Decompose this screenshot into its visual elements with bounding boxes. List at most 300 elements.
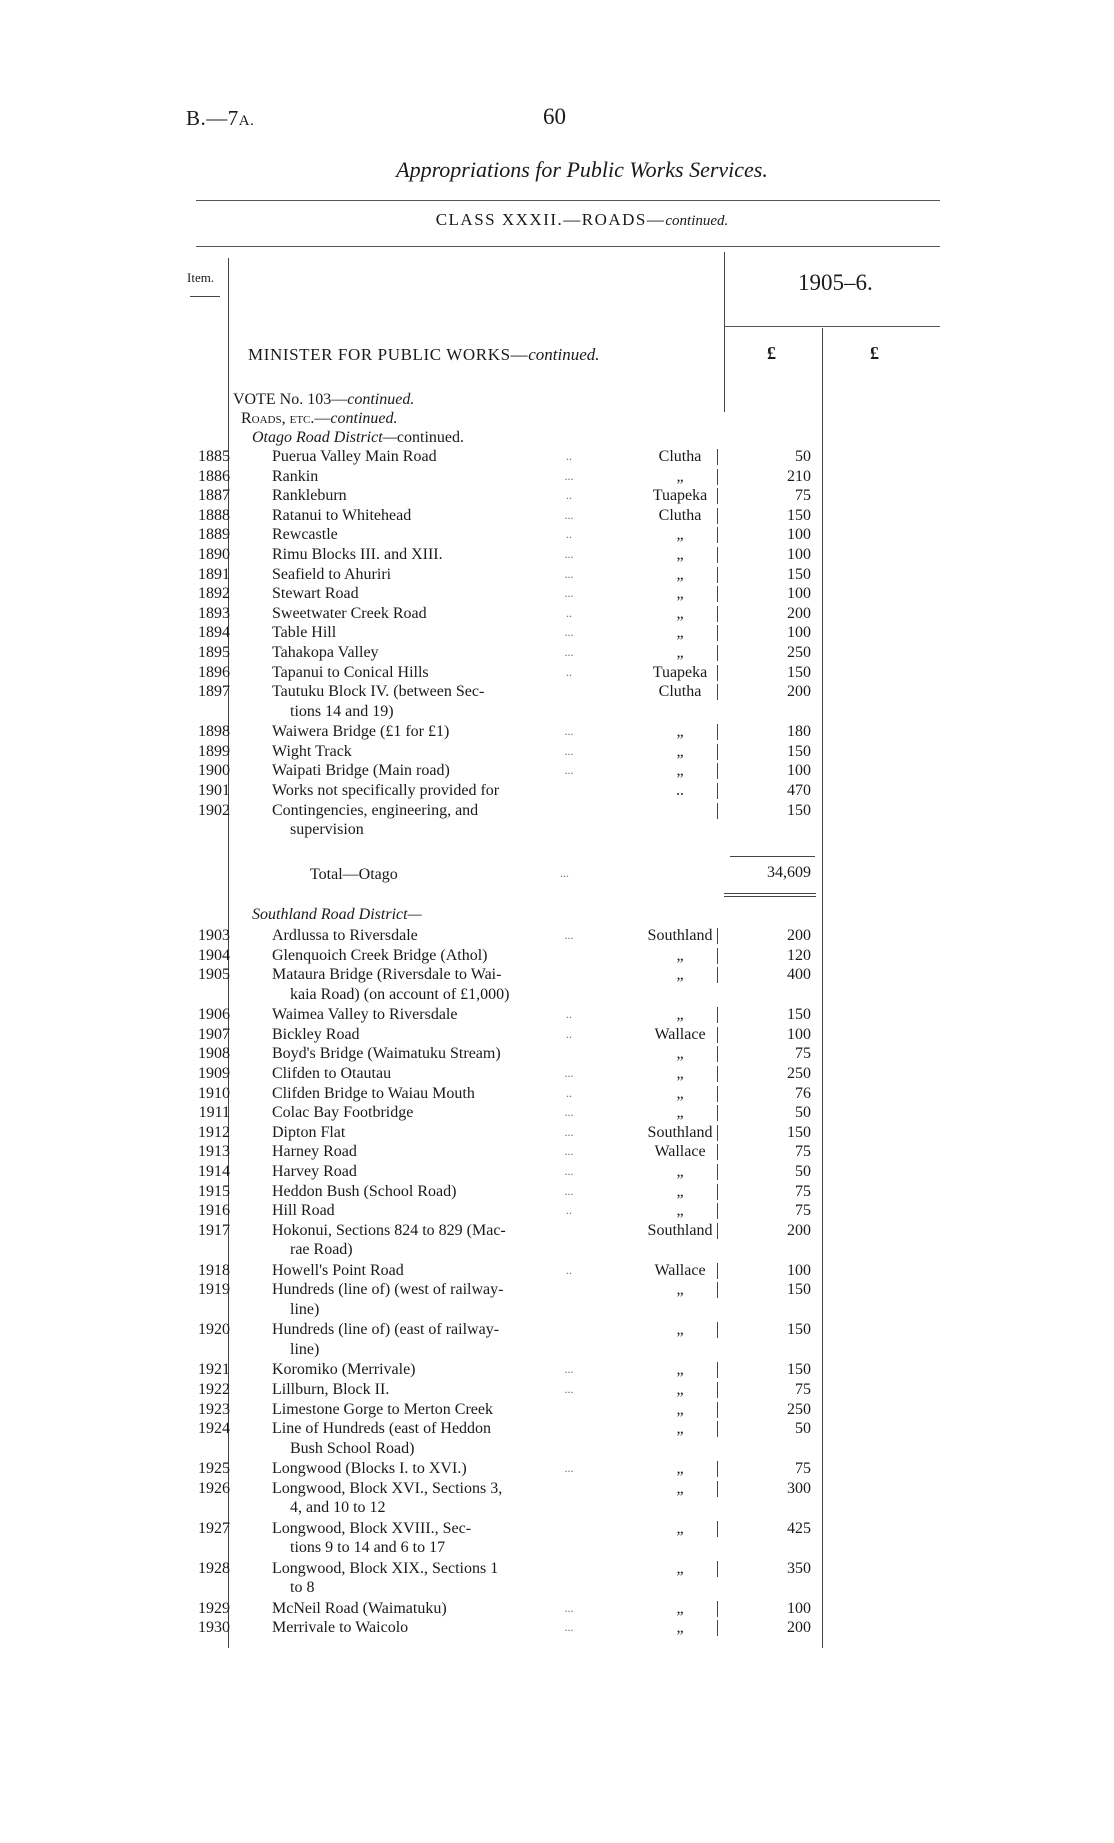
otago-total-label: Total—Otago [310,866,398,883]
item-description [272,722,580,742]
appropriation-amount: 75 [795,1202,811,1220]
appropriation-amount: 120 [787,946,811,964]
table-row [0,1025,1114,1045]
appropriation-amount: 100 [787,1261,811,1279]
electoral-district: „ [676,1182,684,1200]
item-description-text: Dipton Flat [272,1123,346,1141]
table-row [0,1044,1114,1064]
item-description-text: Hill Road [272,1202,335,1220]
southland-heading-main: Southland Road District— [252,906,422,923]
table-row [0,926,1114,946]
table-row [0,742,1114,762]
electoral-district: Southland [647,927,713,944]
item-description-text: Koromiko (Merrivale) [272,1361,416,1379]
item-description [272,584,580,604]
financial-year-header: 1905–6. [798,270,873,295]
electoral-district: Wallace [654,1261,706,1279]
item-description-text: Rewcastle [272,526,338,544]
appropriation-amount: 210 [787,467,811,485]
district-column-tick [717,1421,718,1437]
table-row [0,467,1114,487]
reference-suffix: A. [238,113,255,129]
table-row [0,663,1114,683]
electoral-district: „ [676,1420,684,1438]
item-number: 1927 [198,1519,230,1537]
appropriation-amount: 75 [795,1143,811,1161]
table-row [0,801,1114,839]
item-description-text: Seafield to Ahuriri [272,565,392,583]
item-number: 1896 [198,663,230,681]
electoral-district: „ [676,1619,684,1637]
item-description-text: Table Hill [272,624,337,642]
electoral-district: Wallace [654,1143,706,1161]
district-column-tick [717,606,718,622]
item-description-text: Tapanui to Conical Hills [272,663,429,681]
table-row [0,1320,1114,1358]
item-number: 1910 [198,1084,230,1102]
electoral-district: „ [676,1381,684,1398]
item-description [272,604,580,624]
table-row [0,1479,1114,1517]
item-number: 1913 [198,1143,230,1161]
leader-dots: ... [564,1144,574,1159]
item-description-text: Colac Bay Footbridge [272,1104,414,1122]
district-column-tick [717,1144,718,1160]
table-row [0,965,1114,1003]
table-row [0,565,1114,585]
appropriation-amount: 50 [795,1104,811,1122]
item-description [272,467,580,487]
electoral-district: Clutha [658,448,702,465]
appropriation-amount: 50 [795,1163,811,1180]
pound-column-1-header: £ [767,343,776,363]
item-description [272,761,580,781]
leader-dots: .. [566,605,572,620]
item-description [272,1519,580,1558]
otago-heading-main: Otago Road District— [252,429,397,446]
appropriation-amount: 250 [787,644,811,661]
roads-heading-continued: continued. [330,410,398,427]
electoral-district: „ [676,1479,684,1497]
district-column-tick [717,1620,718,1636]
appropriation-amount: 150 [787,663,811,681]
item-number: 1920 [198,1321,230,1339]
leader-dots: ... [564,1105,574,1120]
minister-heading-continued: continued. [528,345,600,364]
item-description [272,1201,580,1221]
minister-heading [248,345,600,365]
item-number: 1906 [198,1006,230,1024]
table-row [0,1084,1114,1104]
table-row [0,1618,1114,1638]
electoral-district: Clutha [658,506,702,524]
appropriation-amount: 300 [787,1479,811,1497]
district-column-tick [717,948,718,964]
item-description [272,663,580,683]
table-row [0,447,1114,467]
leader-dots: .. [566,1026,572,1041]
item-description-text: Longwood, Block XVIII., Sec- [272,1519,472,1537]
table-row [0,1064,1114,1084]
item-description [272,1280,580,1319]
item-description [272,486,580,506]
item-description [272,1162,580,1182]
appropriation-amount: 150 [787,1006,811,1024]
leader-dots: ... [564,1620,574,1635]
district-column-tick [717,547,718,563]
district-column-tick [717,1601,718,1617]
item-description-text: Longwood, Block XIX., Sections 1 [272,1559,499,1577]
item-description-continuation: to 8 [290,1579,315,1597]
item-description [272,1182,580,1202]
appropriation-amount: 200 [787,683,811,701]
item-description-text: Harvey Road [272,1163,357,1180]
item-description-text: Boyd's Bridge (Waimatuku Stream) [272,1045,501,1063]
district-column-divider [724,252,725,412]
electoral-district: „ [676,565,684,583]
appropriation-amount: 50 [795,448,811,465]
leader-dots: .. [566,1262,572,1277]
electoral-district: „ [676,585,684,603]
electoral-district: „ [676,1599,684,1617]
appropriation-amount: 100 [787,1599,811,1617]
district-column-tick [717,783,718,799]
item-number: 1904 [198,946,230,964]
appropriation-amount: 250 [787,1400,811,1418]
appropriation-amount: 150 [787,1321,811,1339]
table-row [0,643,1114,663]
item-number: 1928 [198,1559,230,1577]
item-description [272,1360,580,1380]
electoral-district: „ [676,1321,684,1339]
item-header-underline [190,296,220,297]
appropriation-amount: 200 [787,1619,811,1637]
item-number: 1924 [198,1420,230,1438]
table-row [0,584,1114,604]
electoral-district: „ [676,946,684,964]
appropriation-amount: 180 [787,723,811,741]
item-description-continuation: line) [290,1300,320,1318]
item-number: 1915 [198,1182,230,1200]
table-row [0,722,1114,742]
table-row [0,1459,1114,1479]
district-column-tick [717,1046,718,1062]
item-description [272,1599,580,1619]
leader-dots: ... [564,763,574,778]
appropriation-amount: 100 [787,585,811,603]
item-description-text: Rankleburn [272,487,347,505]
appropriation-amount: 76 [795,1084,811,1102]
leader-dots: ... [564,1183,574,1198]
electoral-district: „ [676,624,684,642]
item-number: 1922 [198,1381,230,1398]
leader-dots: .. [566,1085,572,1100]
item-description-continuation: tions 14 and 19) [290,702,394,720]
item-description [272,1618,580,1638]
item-description [272,1044,580,1064]
electoral-district: „ [676,723,684,741]
item-number: 1905 [198,966,230,984]
class-heading-continued: continued. [665,213,729,229]
district-column-tick [717,645,718,661]
appropriation-amount: 75 [795,1045,811,1063]
electoral-district: Tuapeka [652,487,708,505]
item-number: 1888 [198,506,230,524]
leader-dots: ... [564,547,574,561]
electoral-district: „ [676,604,684,622]
appropriation-amount: 200 [787,604,811,622]
table-row [0,946,1114,966]
total-bottom-rule [724,893,816,894]
district-column-tick [717,1521,718,1537]
leader-dots: .. [566,488,572,503]
item-description-text: Rankin [272,467,319,485]
item-number: 1930 [198,1619,230,1637]
leader-dots: ... [564,566,574,581]
item-number: 1909 [198,1065,230,1082]
item-description [272,1320,580,1359]
roads-heading [241,410,398,428]
table-row [0,1005,1114,1025]
item-number: 1912 [198,1123,230,1141]
item-number: 1918 [198,1261,230,1279]
electoral-district: „ [676,1084,684,1102]
item-description-text: Howell's Point Road [272,1261,404,1279]
electoral-district: „ [676,467,684,485]
leader-dots: .. [566,1007,572,1022]
leader-dots: ... [564,1124,574,1139]
item-description-text: Puerua Valley Main Road [272,448,437,465]
title-rule [196,200,940,201]
item-number: 1926 [198,1479,230,1497]
item-number: 1899 [198,742,230,760]
district-column-tick [717,586,718,602]
item-description-text: Wight Track [272,742,352,760]
item-description-text: Lillburn, Block II. [272,1381,390,1398]
electoral-district: „ [676,1519,684,1537]
total-top-rule [730,856,815,857]
pound-column-2-header: £ [870,343,879,363]
item-description-text: Tahakopa Valley [272,644,379,661]
appropriation-amount: 75 [795,1381,811,1398]
appropriation-amount: 200 [787,927,811,944]
item-description-text: Clifden to Otautau [272,1065,392,1082]
item-description [272,1261,580,1281]
item-number: 1908 [198,1045,230,1063]
table-row [0,1380,1114,1400]
item-number: 1885 [198,448,230,465]
district-column-tick [717,1282,718,1298]
appropriation-amount: 250 [787,1065,811,1082]
item-description [272,946,580,966]
district-column-tick [717,1066,718,1082]
leader-dots: ... [564,1382,574,1396]
leader-dots: ... [564,724,574,739]
roads-heading-main: Roads, etc.— [241,410,331,427]
item-description-text: Heddon Bush (School Road) [272,1182,457,1200]
item-description [272,1103,580,1123]
district-column-tick [717,1105,718,1121]
table-row [0,1142,1114,1162]
item-description-text: Hundreds (line of) (west of railway- [272,1281,504,1299]
item-description-text: Waimea Valley to Riversdale [272,1006,458,1024]
item-number: 1916 [198,1202,230,1220]
table-row [0,1280,1114,1318]
leader-dots: .. [566,664,572,679]
electoral-district: „ [676,1104,684,1122]
table-row [0,623,1114,643]
item-description [272,1123,580,1143]
item-description-text: Hokonui, Sections 824 to 829 (Mac- [272,1221,506,1239]
table-top-rule [196,246,940,247]
item-description [272,1142,580,1162]
electoral-district: „ [676,644,684,661]
appropriation-amount: 150 [787,565,811,583]
district-column-tick [717,724,718,740]
appropriation-amount: 350 [787,1559,811,1577]
item-description [272,682,580,721]
appropriation-amount: 150 [787,801,811,819]
item-number: 1886 [198,467,230,485]
district-column-tick [717,967,718,983]
item-description-text: Longwood, Block XVI., Sections 3, [272,1479,503,1497]
district-column-tick [717,469,718,485]
item-description-text: Ardlussa to Riversdale [272,927,418,944]
district-column-tick [717,684,718,700]
item-description-continuation: supervision [290,821,364,839]
item-description [272,1459,580,1479]
table-row [0,1221,1114,1259]
electoral-district: Wallace [654,1025,706,1043]
table-row [0,1261,1114,1281]
leader-dots: ... [564,468,574,483]
leader-dots: ... [564,1066,574,1080]
leader-dots: .. [566,527,572,542]
item-description-text: Waiwera Bridge (£1 for £1) [272,723,450,741]
item-column-header: Item. [187,270,215,285]
table-row [0,1201,1114,1221]
electoral-district: „ [676,1361,684,1379]
district-column-tick [717,1007,718,1023]
item-description [272,1380,580,1400]
item-description [272,1559,580,1598]
electoral-district: Southland [647,1123,713,1141]
item-description [272,447,580,467]
item-description [272,1419,580,1458]
item-description-continuation: 4, and 10 to 12 [290,1499,386,1517]
otago-heading-continued: continued. [396,429,464,446]
appropriation-amount: 150 [787,742,811,760]
leader-dots: ... [564,928,574,942]
item-number: 1893 [198,604,230,622]
table-row [0,486,1114,506]
table-row [0,682,1114,720]
district-column-tick [717,567,718,583]
item-description-text: Glenquoich Creek Bridge (Athol) [272,946,488,964]
electoral-district: Southland [647,1221,713,1239]
electoral-district: „ [676,1045,684,1063]
electoral-district: „ [676,1400,684,1418]
vote-heading-continued: continued. [347,391,415,408]
appropriation-amount: 100 [787,546,811,563]
item-description [272,1025,580,1045]
district-column-tick [717,744,718,760]
appropriation-amount: 425 [787,1519,811,1537]
appropriation-amount: 150 [787,506,811,524]
item-description-text: Clifden Bridge to Waiau Mouth [272,1084,475,1102]
district-column-tick [717,625,718,641]
document-reference [186,106,254,131]
item-description-text: Hundreds (line of) (east of railway- [272,1321,500,1339]
class-heading-main: CLASS XXXII.—ROADS— [435,210,666,229]
district-column-tick [717,1125,718,1141]
item-number: 1889 [198,526,230,544]
district-column-tick [717,1086,718,1102]
item-description [272,1479,580,1518]
item-description [272,926,580,946]
table-row [0,1103,1114,1123]
item-description-text: Mataura Bridge (Riversdale to Wai- [272,966,502,984]
appropriation-amount: 200 [787,1221,811,1239]
appropriation-amount: 100 [787,1025,811,1043]
leader-dots: .. [566,449,572,463]
item-description [272,623,580,643]
table-row [0,1519,1114,1557]
electoral-district: „ [676,526,684,544]
appropriation-amount: 150 [787,1123,811,1141]
electoral-district: „ [676,1163,684,1180]
table-row [0,506,1114,526]
item-number: 1897 [198,683,230,701]
appropriation-amount: 75 [795,487,811,505]
item-description [272,1005,580,1025]
electoral-district: „ [676,1202,684,1220]
item-description-continuation: line) [290,1340,320,1358]
item-description-text: Bickley Road [272,1025,360,1043]
table-row [0,1400,1114,1420]
item-description-continuation: kaia Road) (on account of £1,000) [290,985,510,1003]
leader-dots: ... [564,1461,574,1476]
district-column-tick [717,1263,718,1279]
page-number: 60 [543,104,566,129]
appropriation-amount: 400 [787,966,811,984]
district-column-tick [717,763,718,779]
page-title: Appropriations for Public Works Services. [396,157,768,182]
electoral-district: .. [676,782,684,799]
item-number: 1890 [198,546,230,563]
item-description [272,781,580,801]
district-column-tick [717,1561,718,1577]
table-row [0,604,1114,624]
leader-dots: ... [564,743,574,758]
item-description [272,1400,580,1420]
item-description-text: Merrivale to Waicolo [272,1619,409,1637]
item-description [272,643,580,663]
appropriation-amount: 50 [795,1420,811,1438]
table-row [0,1123,1114,1143]
item-description-text: Stewart Road [272,585,359,603]
minister-heading-main: MINISTER FOR PUBLIC WORKS— [248,345,529,364]
item-description-text: Longwood (Blocks I. to XVI.) [272,1460,467,1478]
district-column-tick [717,665,718,681]
otago-district-heading [252,429,464,447]
item-description [272,801,580,840]
district-column-tick [717,488,718,504]
leader-dots: ... [564,1362,574,1377]
district-column-tick [717,449,718,465]
leader-dots: ... [564,586,574,601]
item-description-text: Works not specifically provided for [272,782,500,799]
